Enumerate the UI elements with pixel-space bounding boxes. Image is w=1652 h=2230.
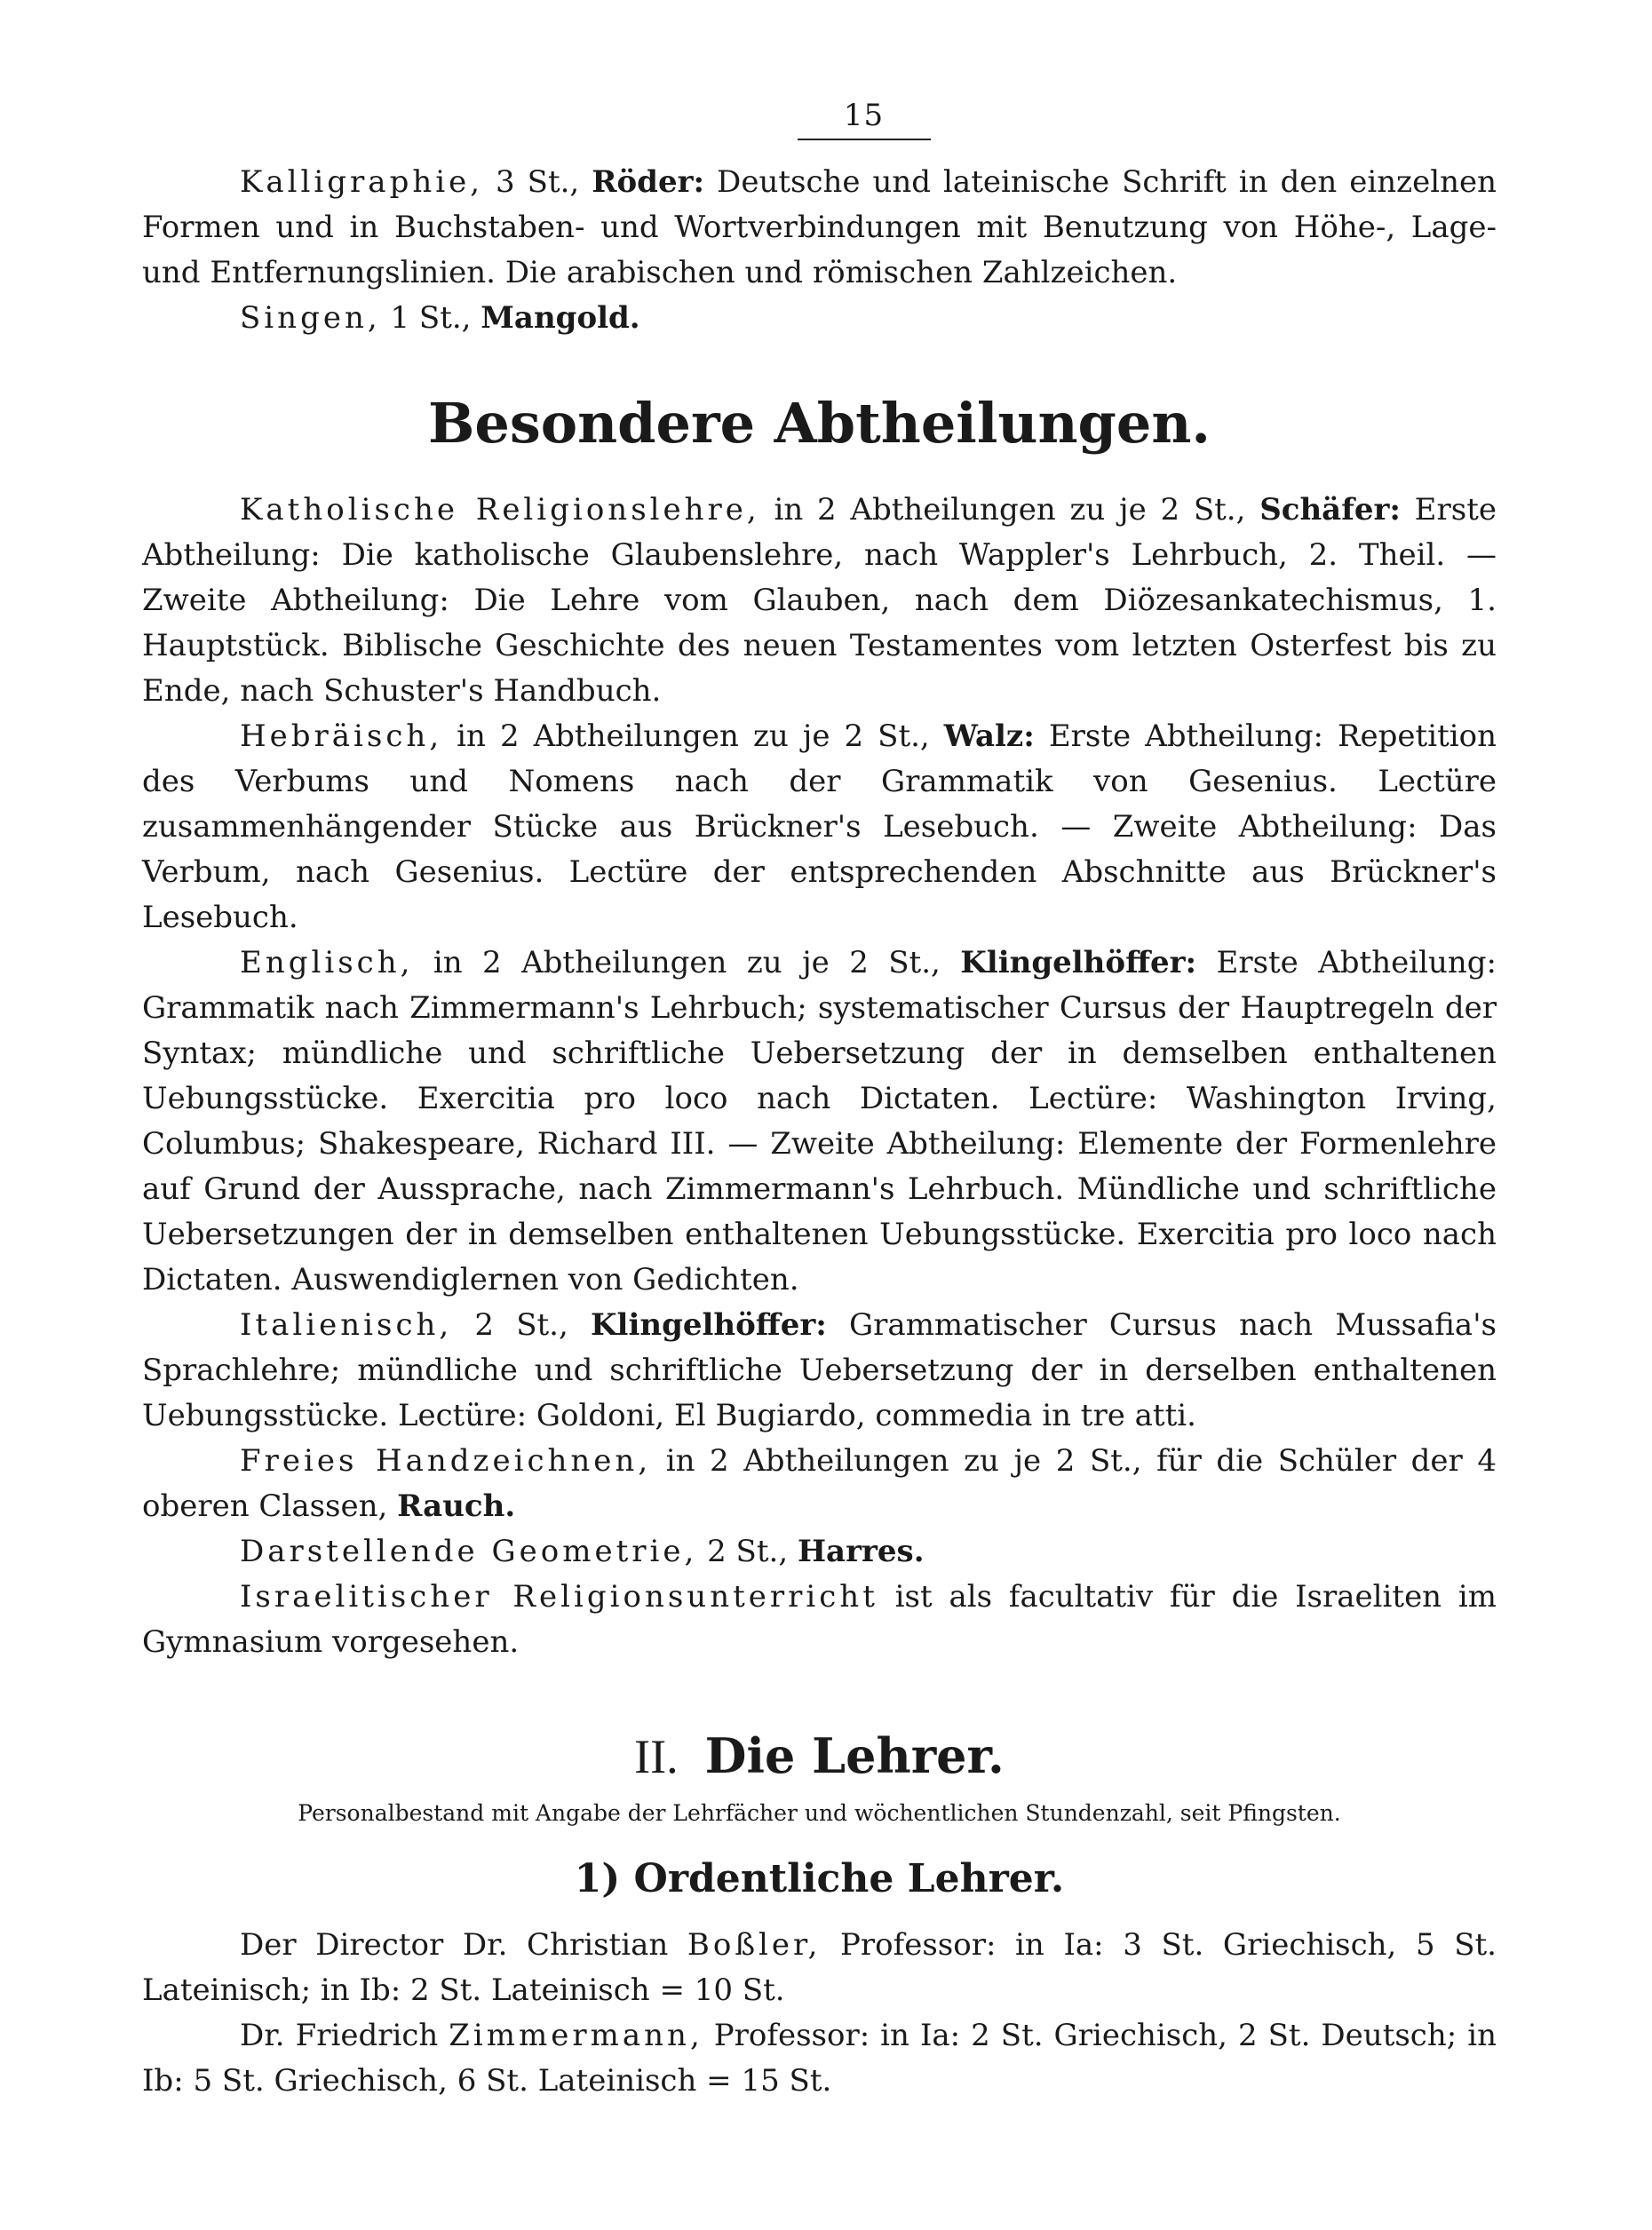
subject-name: Freies Handzeichnen, (240, 1443, 652, 1479)
subject-name: Darstellende Geometrie, (240, 1534, 698, 1569)
subject-name: Singen, (240, 300, 381, 336)
entry-body: Professor: in Ia: 3 St. Griechisch, 5 St. Lateinisch; in Ib: 2 St. Lateinisch = 10 St. (142, 1927, 1497, 2008)
subject-name: Hebräisch, (240, 718, 443, 754)
teacher-entry (142, 1923, 1497, 2013)
paragraph-body: Erste Abtheilung: Repetition des Verbums und Nomens nach der Grammatik von Gesenius. Lectüre zusammenhängender Stücke aus Brückner's Lesebuch. — Zweite Abtheilung: Das Verbum, nach Gesenius. Lectüre der entsprechenden Abschnitte aus Brückner's Lesebuch. (142, 718, 1497, 935)
teacher-name: Harres. (797, 1534, 925, 1569)
teacher-name: Mangold. (481, 300, 640, 336)
teacher-name: Röder: (592, 164, 705, 200)
document-page (142, 98, 1497, 2104)
teacher-name: Klingelhöffer: (960, 945, 1197, 980)
hours-text: in 2 Abtheilungen zu je 2 St., (442, 718, 944, 754)
entry-prefix: Dr. Friedrich (240, 2018, 449, 2053)
paragraph-israelitisch (142, 1575, 1497, 1665)
hours-text: in 2 Abtheilungen zu je 2 St., für die Schüler der 4 oberen Classen, (142, 1443, 1497, 1524)
chapter-heading (142, 1727, 1497, 1784)
paragraph-body: Erste Abtheilung: Grammatik nach Zimmermann's Lehrbuch; systematischer Cursus der Hauptregeln der Syntax; mündliche und schriftliche Uebersetzung der in demselben enthaltenen Uebungsstücke. Exercitia pro loco nach Dictaten. Lectüre: Washington Irving, Columbus; Shakespeare, Richard III. — Zweite Abtheilung: Elemente der Formenlehre auf Grund der Aussprache, nach Zimmermann's Lehrbuch. Mündliche und schriftliche Uebersetzungen der in demselben enthaltenen Uebungsstücke. Exercitia pro loco nach Dictaten. Auswendiglernen von Gedichten. (142, 945, 1497, 1298)
paragraph-singen (142, 296, 1497, 341)
paragraph-kalligraphie (142, 160, 1497, 296)
paragraph-body: ist als facultativ für die Israeliten im Gymnasium vorgesehen. (142, 1579, 1497, 1660)
chapter-title: Die Lehrer. (704, 1727, 1005, 1784)
page-number-rule (798, 139, 931, 140)
chapter-subtitle: Personalbestand mit Angabe der Lehrfächer und wöchentlichen Stundenzahl, seit Pfingsten. (298, 1800, 1341, 1826)
paragraph-englisch (142, 940, 1497, 1303)
teacher-name: Schäfer: (1259, 492, 1401, 528)
entry-name: Boßler, (687, 1927, 822, 1963)
hours-text: in 2 Abtheilungen zu je 2 St., (759, 492, 1260, 528)
paragraph-hebraeisch (142, 714, 1497, 940)
subsection-heading: 1) Ordentliche Lehrer. (574, 1856, 1065, 1901)
teacher-entry (142, 2013, 1497, 2104)
entry-body: Professor: in Ia: 2 St. Griechisch, 2 St. Deutsch; in Ib: 5 St. Griechisch, 6 St. Lateinisch = 15 St. (142, 2018, 1497, 2099)
hours-text: 3 St., (483, 164, 592, 200)
subject-name: Englisch, (240, 945, 414, 980)
teacher-name: Klingelhöffer: (590, 1307, 827, 1343)
subject-name: Italienisch, (240, 1307, 453, 1343)
chapter-number: II. (634, 1730, 679, 1783)
page-number: 15 (843, 98, 885, 133)
paragraph-handzeichnen (142, 1439, 1497, 1529)
paragraph-body: Deutsche und lateinische Schrift in den einzelnen Formen und in Buchstaben- und Wortverbindungen mit Benutzung von Höhe-, Lage- und Entfernungslinien. Die arabischen und römischen Zahlzeichen. (142, 164, 1497, 290)
subject-name: Kalligraphie, (240, 164, 484, 200)
entry-name: Zimmermann, (449, 2018, 703, 2053)
subject-name: Israelitischer Religionsunterricht (240, 1579, 878, 1615)
paragraph-body: Erste Abtheilung: Die katholische Glaubenslehre, nach Wappler's Lehrbuch, 2. Theil. — Zweite Abtheilung: Die Lehre vom Glauben, nach dem Diözesankatechismus, 1. Hauptstück. Biblische Geschichte des neuen Testamentes vom letzten Osterfest bis zu Ende, nach Schuster's Handbuch. (142, 492, 1497, 709)
paragraph-italienisch (142, 1303, 1497, 1439)
section-heading-besondere: Besondere Abtheilungen. (427, 391, 1211, 456)
teacher-name: Rauch. (397, 1488, 516, 1524)
teacher-name: Walz: (943, 718, 1035, 754)
hours-text: 1 St., (380, 300, 481, 336)
paragraph-religion (142, 488, 1497, 714)
hours-text: in 2 Abtheilungen zu je 2 St., (413, 945, 961, 980)
paragraph-body: Grammatischer Cursus nach Mussafia's Sprachlehre; mündliche und schriftliche Uebersetzung der in derselben enthaltenen Uebungsstücke. Lectüre: Goldoni, El Bugiardo, commedia in tre atti. (142, 1307, 1497, 1433)
hours-text: 2 St., (697, 1534, 798, 1569)
paragraph-geometrie (142, 1529, 1497, 1575)
entry-prefix: Der Director Dr. Christian (240, 1927, 687, 1963)
subject-name: Katholische Religionslehre, (240, 492, 760, 528)
hours-text: 2 St., (452, 1307, 591, 1343)
